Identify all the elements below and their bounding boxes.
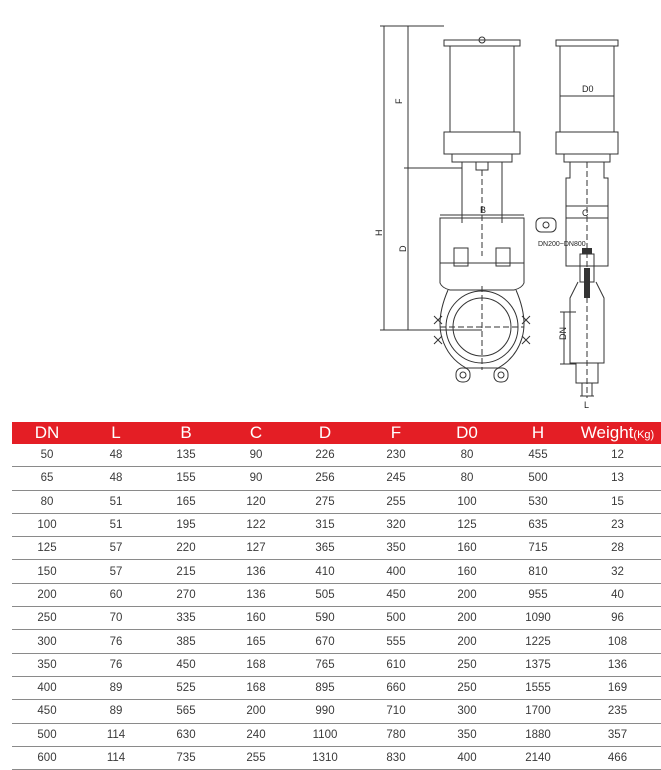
table-row — [12, 490, 661, 513]
valve-drawing-svg — [370, 18, 661, 410]
table-cell: 136 — [222, 560, 290, 583]
column-header-l: L — [82, 422, 150, 444]
table-cell: 150 — [12, 560, 82, 583]
cylinder-body — [450, 46, 514, 132]
table-cell: 57 — [82, 560, 150, 583]
table-cell: 48 — [82, 444, 150, 467]
table-cell: 530 — [502, 490, 574, 513]
table-cell: 300 — [432, 700, 502, 723]
table-cell: 125 — [12, 537, 82, 560]
table-row — [12, 607, 661, 630]
dim-label-d0: D0 — [582, 84, 594, 94]
table-cell: 12 — [574, 444, 661, 467]
table-cell: 160 — [222, 607, 290, 630]
table-cell: 600 — [12, 746, 82, 769]
table-cell: 168 — [222, 653, 290, 676]
table-cell: 100 — [432, 490, 502, 513]
column-header-dn: DN — [12, 422, 82, 444]
table-cell: 226 — [290, 444, 360, 467]
table-cell: 450 — [360, 583, 432, 606]
table-cell: 255 — [222, 746, 290, 769]
table-cell: 136 — [574, 653, 661, 676]
table-row — [12, 676, 661, 699]
table-cell: 250 — [432, 653, 502, 676]
table-cell: 200 — [432, 630, 502, 653]
table-header-row — [12, 422, 661, 444]
column-header-f: F — [360, 422, 432, 444]
table-cell: 715 — [502, 537, 574, 560]
table-row — [12, 700, 661, 723]
table-cell: 89 — [82, 700, 150, 723]
table-cell: 385 — [150, 630, 222, 653]
table-cell: 28 — [574, 537, 661, 560]
column-header-c: C — [222, 422, 290, 444]
table-cell: 2140 — [502, 746, 574, 769]
table-cell: 895 — [290, 676, 360, 699]
table-cell: 350 — [360, 537, 432, 560]
table-cell: 500 — [12, 723, 82, 746]
dim-label-dn: DN — [558, 327, 568, 340]
table-cell: 160 — [432, 537, 502, 560]
table-cell: 230 — [360, 444, 432, 467]
table-cell: 780 — [360, 723, 432, 746]
table-cell: 120 — [222, 490, 290, 513]
table-cell: 955 — [502, 583, 574, 606]
dim-label-b: B — [480, 205, 487, 215]
table-cell: 70 — [82, 607, 150, 630]
table-cell: 1880 — [502, 723, 574, 746]
table-cell: 505 — [290, 583, 360, 606]
table-cell: 1375 — [502, 653, 574, 676]
table-cell: 169 — [574, 676, 661, 699]
table-cell: 200 — [432, 583, 502, 606]
table-cell: 735 — [150, 746, 222, 769]
table-cell: 127 — [222, 537, 290, 560]
table-cell: 76 — [82, 630, 150, 653]
table-cell: 23 — [574, 513, 661, 536]
table-cell: 15 — [574, 490, 661, 513]
table-cell: 200 — [12, 583, 82, 606]
table-cell: 96 — [574, 607, 661, 630]
table-cell: 710 — [360, 700, 432, 723]
table-cell: 670 — [290, 630, 360, 653]
table-cell: 80 — [432, 444, 502, 467]
table-cell: 13 — [574, 467, 661, 490]
valve-technical-drawing — [370, 18, 661, 410]
table-cell: 320 — [360, 513, 432, 536]
table-cell: 51 — [82, 513, 150, 536]
column-header-h: H — [502, 422, 574, 444]
table-cell: 630 — [150, 723, 222, 746]
table-cell: 357 — [574, 723, 661, 746]
table-cell: 335 — [150, 607, 222, 630]
table-cell: 220 — [150, 537, 222, 560]
table-row — [12, 653, 661, 676]
table-cell: 1310 — [290, 746, 360, 769]
table-cell: 65 — [12, 467, 82, 490]
table-cell: 256 — [290, 467, 360, 490]
table-cell: 136 — [222, 583, 290, 606]
table-cell: 165 — [222, 630, 290, 653]
table-cell: 90 — [222, 444, 290, 467]
table-cell: 610 — [360, 653, 432, 676]
dim-label-d: D — [398, 245, 408, 252]
cylinder-bottom-cap — [444, 132, 520, 154]
table-row — [12, 723, 661, 746]
table-cell: 114 — [82, 723, 150, 746]
table-cell: 89 — [82, 676, 150, 699]
table-cell: 450 — [12, 700, 82, 723]
table-cell: 350 — [12, 653, 82, 676]
dim-label-l: L — [584, 400, 590, 410]
table-body — [12, 444, 661, 770]
table-cell: 660 — [360, 676, 432, 699]
table-cell: 410 — [290, 560, 360, 583]
table-cell: 50 — [12, 444, 82, 467]
table-row — [12, 444, 661, 467]
table-cell: 200 — [432, 607, 502, 630]
table-cell: 245 — [360, 467, 432, 490]
table-cell: 48 — [82, 467, 150, 490]
table-cell: 215 — [150, 560, 222, 583]
table-cell: 466 — [574, 746, 661, 769]
table-cell: 80 — [432, 467, 502, 490]
table-cell: 365 — [290, 537, 360, 560]
table-cell: 195 — [150, 513, 222, 536]
table-cell: 400 — [360, 560, 432, 583]
dim-label-h: H — [374, 229, 384, 236]
table-cell: 40 — [574, 583, 661, 606]
table-cell: 1555 — [502, 676, 574, 699]
table-cell: 125 — [432, 513, 502, 536]
table-cell: 108 — [574, 630, 661, 653]
table-row — [12, 513, 661, 536]
table-cell: 555 — [360, 630, 432, 653]
table-cell: 500 — [360, 607, 432, 630]
column-header-b: B — [150, 422, 222, 444]
table-cell: 315 — [290, 513, 360, 536]
table-cell: 810 — [502, 560, 574, 583]
column-header-weight — [574, 422, 661, 444]
column-header-d0: D0 — [432, 422, 502, 444]
table-cell: 565 — [150, 700, 222, 723]
table-cell: 525 — [150, 676, 222, 699]
table-cell: 76 — [82, 653, 150, 676]
table-row — [12, 560, 661, 583]
table-cell: 122 — [222, 513, 290, 536]
table-cell: 32 — [574, 560, 661, 583]
table-cell: 1225 — [502, 630, 574, 653]
table-cell: 990 — [290, 700, 360, 723]
table-cell: 100 — [12, 513, 82, 536]
range-note: DN200~DN800 — [538, 241, 586, 248]
table-cell: 400 — [12, 676, 82, 699]
table-cell: 135 — [150, 444, 222, 467]
table-cell: 275 — [290, 490, 360, 513]
table-cell: 250 — [12, 607, 82, 630]
table-cell: 350 — [432, 723, 502, 746]
table-cell: 60 — [82, 583, 150, 606]
table-row — [12, 537, 661, 560]
table-cell: 80 — [12, 490, 82, 513]
dim-label-c: C — [582, 208, 589, 218]
table-cell: 1090 — [502, 607, 574, 630]
table-cell: 255 — [360, 490, 432, 513]
table-cell: 455 — [502, 444, 574, 467]
dim-label-f: F — [394, 98, 404, 104]
table-cell: 90 — [222, 467, 290, 490]
table-cell: 830 — [360, 746, 432, 769]
table-cell: 57 — [82, 537, 150, 560]
table-cell: 450 — [150, 653, 222, 676]
table-cell: 300 — [12, 630, 82, 653]
table-cell: 270 — [150, 583, 222, 606]
table-row — [12, 467, 661, 490]
table-cell: 250 — [432, 676, 502, 699]
valve-spec-table — [12, 422, 661, 770]
table-cell: 1700 — [502, 700, 574, 723]
table-row — [12, 746, 661, 769]
table-cell: 235 — [574, 700, 661, 723]
table-cell: 168 — [222, 676, 290, 699]
table-row — [12, 630, 661, 653]
table-cell: 590 — [290, 607, 360, 630]
weight-header-unit: (Kg) — [633, 429, 655, 441]
table-cell: 635 — [502, 513, 574, 536]
table-cell: 165 — [150, 490, 222, 513]
table-row — [12, 583, 661, 606]
table-cell: 114 — [82, 746, 150, 769]
table-cell: 160 — [432, 560, 502, 583]
weight-header-label: Weight — [580, 423, 634, 442]
table-cell: 1100 — [290, 723, 360, 746]
table-cell: 500 — [502, 467, 574, 490]
table-cell: 200 — [222, 700, 290, 723]
table-cell: 155 — [150, 467, 222, 490]
table-cell: 240 — [222, 723, 290, 746]
table-cell: 765 — [290, 653, 360, 676]
table-cell: 51 — [82, 490, 150, 513]
table-cell: 400 — [432, 746, 502, 769]
column-header-d: D — [290, 422, 360, 444]
